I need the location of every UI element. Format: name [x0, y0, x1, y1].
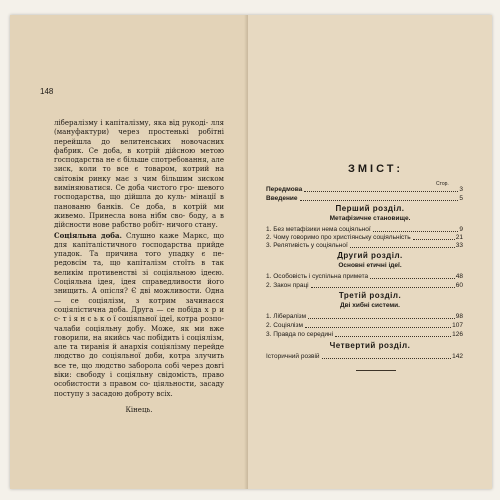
text-line: упадок. Та причина того упадку є пе-	[54, 250, 224, 259]
leader-dots	[370, 278, 455, 279]
text-line: на світовім ринку має з чим більшим зиском	[54, 165, 224, 183]
toc-entry-page: 142	[452, 353, 463, 360]
leader-dots	[413, 239, 455, 240]
text-line: соціялістична доба. Друга — се побіда х р и с-	[54, 305, 224, 324]
page-column-header: Стор.	[436, 181, 449, 187]
text-line: собі через довгі віки: свободу і соціяльну	[54, 361, 224, 380]
toc-entry-page: 33	[455, 242, 463, 249]
toc-entry-page: 5	[459, 195, 463, 202]
toc-entry-page: 126	[452, 331, 463, 338]
section-title: Другий розділ.	[337, 251, 403, 260]
paragraph-2	[54, 231, 224, 399]
text-line: господарства не є більше спотребовання,	[54, 156, 209, 165]
text-line: редовсім та, що капіталізм стоїть в так	[54, 259, 224, 268]
toc-entry-label: 3. Правда по середині	[266, 331, 334, 338]
text-line: але зиск, коли то все є товаром, котрий	[54, 156, 224, 174]
text-line: ціяльности, засаду поступу з засадою	[54, 380, 225, 398]
leader-dots	[373, 231, 459, 232]
right-page	[248, 15, 492, 489]
toc-entry-introduction	[266, 194, 463, 202]
leader-dots	[300, 200, 459, 201]
toc-entry	[266, 241, 463, 249]
paragraph-1	[54, 119, 224, 231]
end-label: Кінець.	[125, 405, 153, 414]
text-line: мінації в панованю банків. Се доба, в	[54, 193, 224, 211]
toc-entry-label: 2. Закон праці	[266, 282, 309, 289]
toc-entry-page: 98	[455, 313, 463, 320]
text-line: т і я н с ь к о ї соціяльної ідеї, котра розпо-	[62, 315, 224, 324]
toc-entry-page: 21	[455, 234, 463, 241]
text-line: говорили, на якийсь час побідить і соціялізм,	[54, 333, 224, 342]
text-line: перейде людство до соціяльної доби, котра	[54, 343, 224, 361]
text-line: котрій ми живемо. Принесла вона нібм сво-	[54, 202, 224, 220]
toc-entry	[266, 281, 463, 289]
toc-entry-label: 1. Лібералізм	[266, 313, 307, 320]
toc-entry	[266, 321, 463, 329]
text-line: перейшла до велитенських новочасних	[54, 137, 224, 146]
text-line: шевого господарства, що дійшла до куль-	[54, 184, 225, 202]
toc-entry-label: 1. Без метафізики нема соціяльної	[266, 226, 371, 233]
text-line: злучить все те, що людство заборола	[54, 352, 225, 370]
text-line: але та тиранія й анархія соціялізму	[54, 343, 191, 352]
leader-dots	[308, 318, 455, 319]
body-text	[54, 119, 224, 415]
toc-entry-page: 107	[452, 322, 463, 329]
section-subtitle: Дві хибні системи.	[340, 302, 400, 309]
text-line: лібералізму і капіталізму, яка від рукоді-	[54, 119, 209, 127]
text-line: великім противенстві зі соціяльною ідеєю.	[54, 268, 224, 277]
section-title: Четвертий розділ.	[329, 341, 411, 350]
text-line: що для капіталістичного господарства прийде	[54, 231, 224, 249]
leader-dots	[335, 336, 451, 337]
toc-entry-label: 2. Соціялізм	[266, 322, 303, 329]
toc-entry	[266, 225, 463, 233]
text-line: свідомість, право особистости з правом со-	[54, 371, 225, 389]
toc-entry-label: 1. Особовість і суспільна примета	[266, 273, 369, 280]
leader-dots	[305, 327, 451, 328]
section-title: Перший розділ.	[335, 204, 405, 213]
leader-dots	[304, 191, 458, 192]
section-subtitle: Метафізичне становище.	[329, 215, 411, 222]
paragraph-lead: Соціяльна доба.	[54, 230, 122, 240]
toc-entry-label: 3. Релятивість у соціяльної	[266, 242, 348, 249]
toc-entry-page: 48	[455, 273, 463, 280]
toc-entry-page: 3	[459, 186, 463, 193]
text-line: боду, а в дійсности нове рабство робіт-	[54, 211, 224, 230]
left-page	[10, 15, 248, 489]
text-line: лля (мануфактури) через простенькі робітні	[54, 119, 224, 137]
toc-entry-page: 60	[455, 282, 463, 289]
text-line: фабрик. Се доба, в котрій дійсною метою	[54, 146, 224, 155]
text-line: виміняюватися. Се доба чистого гро-	[54, 184, 195, 193]
toc-entry	[266, 312, 463, 320]
leader-dots	[311, 287, 455, 288]
toc-entry-label: Передмова	[266, 186, 303, 193]
text-line: Соціяльна ідея, ідея справедливости його	[54, 278, 224, 287]
text-line: ничого стану.	[166, 221, 218, 230]
book-spread	[10, 15, 492, 489]
toc-entry-label: 2. Чому говоримо про христіянську соціяльність	[266, 234, 411, 241]
text-line: доброту всіх.	[124, 389, 173, 398]
toc-entry	[266, 352, 463, 360]
toc-entry-label: Історичний розвій	[266, 353, 320, 360]
section-title: Третій розділ.	[338, 291, 402, 300]
toc-entry-label: Введение	[266, 195, 298, 202]
toc-entry-preface	[266, 185, 463, 193]
text-line: Слушно каже Маркс,	[121, 231, 210, 240]
leader-dots	[322, 358, 452, 359]
toc-entry	[266, 233, 463, 241]
closing-rule	[356, 370, 396, 371]
text-line: Одна — се соціялізм, з котрим зачинаєся	[54, 287, 224, 305]
page-number: 148	[40, 87, 54, 96]
text-line: чалаби соціяльну добу. Може, як ми вже	[54, 324, 224, 333]
toc-entry	[266, 330, 463, 338]
toc-entry-page: 9	[459, 226, 463, 233]
section-subtitle: Основні етичні ідеї.	[338, 262, 402, 269]
toc-title: ЗМІСТ:	[348, 163, 404, 175]
toc-entry	[266, 272, 463, 280]
text-line: знищить. А опісля? Є дві можливости.	[54, 287, 202, 296]
leader-dots	[350, 247, 455, 248]
